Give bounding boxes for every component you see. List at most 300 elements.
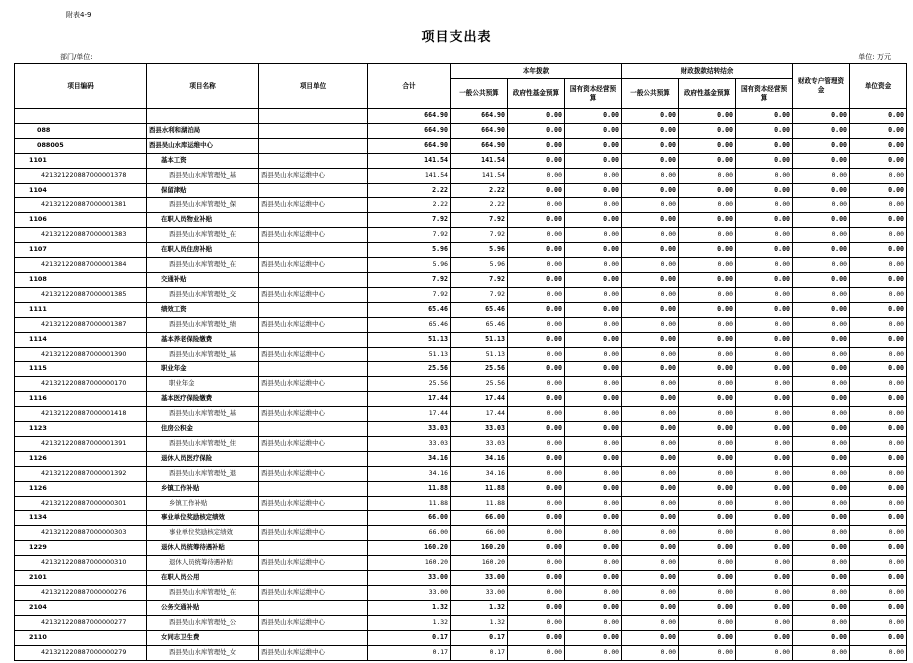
amount-cell: 33.00 <box>368 571 451 586</box>
amount-cell: 0.00 <box>736 630 793 645</box>
amount-cell: 0.00 <box>565 436 622 451</box>
project-name-cell: 女同志卫生费 <box>147 630 259 645</box>
header-carry-gov-fund: 政府性基金预算 <box>679 79 736 109</box>
project-code-cell: 088005 <box>15 138 147 153</box>
amount-cell: 0.00 <box>679 377 736 392</box>
amount-cell: 0.00 <box>679 571 736 586</box>
amount-cell: 0.00 <box>736 302 793 317</box>
amount-cell: 25.56 <box>451 377 508 392</box>
header-total: 合计 <box>368 64 451 109</box>
amount-cell: 0.00 <box>793 123 850 138</box>
amount-cell: 0.00 <box>508 377 565 392</box>
amount-cell: 0.00 <box>850 347 907 362</box>
amount-cell: 0.00 <box>793 645 850 660</box>
amount-cell: 0.00 <box>508 615 565 630</box>
amount-cell: 0.00 <box>508 287 565 302</box>
amount-cell: 0.00 <box>508 168 565 183</box>
amount-cell: 0.00 <box>508 317 565 332</box>
project-name-cell: 基本养老保险缴费 <box>147 332 259 347</box>
amount-cell: 0.00 <box>679 198 736 213</box>
amount-cell: 0.00 <box>508 481 565 496</box>
project-name-cell: 事业单位奖励核定绩效 <box>147 511 259 526</box>
amount-cell: 0.00 <box>793 630 850 645</box>
amount-cell: 0.00 <box>679 347 736 362</box>
amount-cell: 0.00 <box>622 213 679 228</box>
amount-cell: 0.17 <box>451 630 508 645</box>
amount-cell: 0.00 <box>850 571 907 586</box>
amount-cell: 0.00 <box>679 615 736 630</box>
amount-cell: 0.00 <box>679 213 736 228</box>
amount-cell: 0.00 <box>850 228 907 243</box>
project-code-cell: 421321220887000001383 <box>15 228 147 243</box>
amount-cell: 0.00 <box>850 138 907 153</box>
table-row <box>15 332 907 347</box>
table-row <box>15 377 907 392</box>
amount-cell: 0.00 <box>565 586 622 601</box>
amount-cell: 0.00 <box>679 645 736 660</box>
amount-cell: 141.54 <box>368 168 451 183</box>
amount-cell: 0.00 <box>622 436 679 451</box>
amount-cell: 0.00 <box>622 466 679 481</box>
project-unit-cell <box>259 243 368 258</box>
project-name-cell: 乡镇工作补贴 <box>147 481 259 496</box>
amount-cell: 0.00 <box>793 436 850 451</box>
amount-cell: 0.00 <box>622 377 679 392</box>
amount-cell: 25.56 <box>368 362 451 377</box>
amount-cell: 0.00 <box>565 287 622 302</box>
amount-cell: 0.00 <box>508 511 565 526</box>
amount-cell: 0.00 <box>736 526 793 541</box>
project-name-cell: 在职人员公用 <box>147 571 259 586</box>
project-code-cell: 421321220887000001391 <box>15 436 147 451</box>
project-unit-cell: 酉县吴山水库运维中心 <box>259 496 368 511</box>
table-row <box>15 213 907 228</box>
amount-cell: 0.00 <box>565 511 622 526</box>
amount-cell: 0.00 <box>622 615 679 630</box>
amount-cell: 0.00 <box>565 541 622 556</box>
amount-cell: 7.92 <box>451 272 508 287</box>
amount-cell: 51.13 <box>368 347 451 362</box>
project-name-cell: 绩效工资 <box>147 302 259 317</box>
project-name-cell: 交通补贴 <box>147 272 259 287</box>
amount-cell: 0.00 <box>736 213 793 228</box>
amount-cell: 160.20 <box>451 556 508 571</box>
project-code-cell: 421321220887000001390 <box>15 347 147 362</box>
amount-cell: 0.00 <box>622 422 679 437</box>
header-general-public: 一般公共预算 <box>451 79 508 109</box>
amount-cell: 33.00 <box>451 571 508 586</box>
project-code-cell: 421321220887000000301 <box>15 496 147 511</box>
amount-cell: 0.00 <box>622 407 679 422</box>
table-row <box>15 109 907 124</box>
amount-cell: 0.00 <box>793 571 850 586</box>
project-unit-cell: 酉县吴山水库运维中心 <box>259 317 368 332</box>
amount-cell: 0.00 <box>736 109 793 124</box>
amount-cell: 0.00 <box>679 586 736 601</box>
amount-cell: 0.00 <box>679 436 736 451</box>
amount-cell: 664.90 <box>451 138 508 153</box>
amount-cell: 33.00 <box>368 586 451 601</box>
amount-cell: 0.00 <box>850 198 907 213</box>
amount-cell: 0.00 <box>622 317 679 332</box>
table-row <box>15 451 907 466</box>
amount-cell: 1.32 <box>368 600 451 615</box>
amount-cell: 160.20 <box>451 541 508 556</box>
amount-cell: 0.00 <box>736 407 793 422</box>
amount-cell: 0.00 <box>736 496 793 511</box>
amount-cell: 0.00 <box>850 272 907 287</box>
project-unit-cell: 酉县吴山水库运维中心 <box>259 347 368 362</box>
amount-cell: 0.00 <box>622 541 679 556</box>
amount-cell: 0.00 <box>736 377 793 392</box>
project-name-cell: 酉县吴山水库管理处_在 <box>147 258 259 273</box>
amount-cell: 0.00 <box>565 243 622 258</box>
amount-cell: 0.00 <box>679 481 736 496</box>
amount-cell: 0.00 <box>622 272 679 287</box>
amount-cell: 0.00 <box>679 541 736 556</box>
amount-cell: 7.92 <box>368 213 451 228</box>
amount-cell: 0.00 <box>565 272 622 287</box>
project-name-cell: 酉县水利和湖泊局 <box>147 123 259 138</box>
amount-cell: 664.90 <box>368 123 451 138</box>
project-name-cell: 住房公积金 <box>147 422 259 437</box>
amount-cell: 0.00 <box>508 183 565 198</box>
amount-cell: 7.92 <box>368 272 451 287</box>
table-row <box>15 481 907 496</box>
amount-cell: 51.13 <box>451 347 508 362</box>
amount-cell: 0.00 <box>736 436 793 451</box>
amount-cell: 25.56 <box>368 377 451 392</box>
project-name-cell: 在职人员物业补贴 <box>147 213 259 228</box>
project-name-cell: 酉县吴山水库管理处_基 <box>147 347 259 362</box>
header-carryover: 财政拨款结转结余 <box>622 64 793 79</box>
amount-cell: 0.00 <box>508 213 565 228</box>
amount-cell: 0.00 <box>508 347 565 362</box>
amount-cell: 2.22 <box>368 198 451 213</box>
amount-cell: 0.00 <box>508 302 565 317</box>
project-unit-cell <box>259 630 368 645</box>
amount-cell: 0.00 <box>736 272 793 287</box>
amount-cell: 0.00 <box>793 228 850 243</box>
amount-cell: 0.00 <box>679 496 736 511</box>
amount-cell: 0.00 <box>622 645 679 660</box>
amount-cell: 0.00 <box>679 466 736 481</box>
project-unit-cell <box>259 511 368 526</box>
amount-cell: 34.16 <box>451 451 508 466</box>
header-unit-fund: 单位资金 <box>850 64 907 109</box>
table-row <box>15 287 907 302</box>
amount-cell: 0.00 <box>622 600 679 615</box>
project-code-cell: 421321220887000000279 <box>15 645 147 660</box>
amount-cell: 7.92 <box>451 287 508 302</box>
table-row <box>15 496 907 511</box>
amount-cell: 0.00 <box>508 258 565 273</box>
amount-cell: 0.00 <box>736 258 793 273</box>
amount-cell: 0.00 <box>850 392 907 407</box>
amount-cell: 5.96 <box>368 243 451 258</box>
amount-cell: 0.00 <box>679 302 736 317</box>
attachment-tag: 附表4-9 <box>66 11 92 19</box>
amount-cell: 0.00 <box>565 138 622 153</box>
amount-cell: 0.00 <box>736 168 793 183</box>
amount-cell: 0.00 <box>508 645 565 660</box>
amount-cell: 11.88 <box>451 496 508 511</box>
amount-cell: 0.00 <box>679 168 736 183</box>
amount-cell: 0.00 <box>565 183 622 198</box>
amount-cell: 0.00 <box>565 228 622 243</box>
project-code-cell: 421321220887000001392 <box>15 466 147 481</box>
amount-cell: 0.00 <box>565 422 622 437</box>
amount-cell: 0.00 <box>565 496 622 511</box>
project-code-cell: 1111 <box>15 302 147 317</box>
table-row <box>15 556 907 571</box>
amount-cell: 0.00 <box>622 571 679 586</box>
amount-cell: 0.00 <box>850 496 907 511</box>
table-row <box>15 422 907 437</box>
project-unit-cell <box>259 153 368 168</box>
amount-cell: 0.00 <box>565 332 622 347</box>
amount-cell: 160.20 <box>368 541 451 556</box>
amount-cell: 0.00 <box>793 556 850 571</box>
amount-cell: 0.00 <box>679 109 736 124</box>
amount-cell: 0.00 <box>679 511 736 526</box>
amount-cell: 0.00 <box>622 198 679 213</box>
header-code: 项目编码 <box>15 64 147 109</box>
amount-cell: 0.00 <box>565 362 622 377</box>
amount-cell: 0.00 <box>622 362 679 377</box>
table-row <box>15 392 907 407</box>
amount-cell: 0.00 <box>565 526 622 541</box>
table-row <box>15 466 907 481</box>
amount-cell: 0.00 <box>508 422 565 437</box>
project-unit-cell <box>259 362 368 377</box>
amount-cell: 0.00 <box>850 362 907 377</box>
amount-cell: 0.00 <box>850 302 907 317</box>
amount-cell: 0.00 <box>736 243 793 258</box>
amount-cell: 5.96 <box>451 258 508 273</box>
amount-cell: 0.00 <box>736 332 793 347</box>
amount-cell: 0.00 <box>793 526 850 541</box>
project-name-cell: 公务交通补贴 <box>147 600 259 615</box>
project-name-cell: 酉县吴山水库管理处_基 <box>147 168 259 183</box>
amount-cell: 0.00 <box>736 600 793 615</box>
amount-cell: 0.00 <box>565 571 622 586</box>
project-unit-cell <box>259 302 368 317</box>
page-title: 项目支出表 <box>421 30 492 45</box>
amount-cell: 0.00 <box>850 377 907 392</box>
amount-cell: 0.00 <box>508 571 565 586</box>
project-name-cell: 酉县吴山水库管理处_保 <box>147 198 259 213</box>
amount-cell: 0.00 <box>622 481 679 496</box>
project-code-cell: 421321220887000001418 <box>15 407 147 422</box>
header-carry-state-capital: 国有资本经营预算 <box>736 79 793 109</box>
amount-cell: 0.00 <box>850 600 907 615</box>
amount-cell: 0.00 <box>850 317 907 332</box>
amount-cell: 0.00 <box>622 168 679 183</box>
amount-cell: 0.00 <box>679 138 736 153</box>
project-code-cell: 1104 <box>15 183 147 198</box>
amount-cell: 0.00 <box>793 377 850 392</box>
header-special-fund: 财政专户管理资金 <box>793 64 850 109</box>
amount-cell: 0.00 <box>679 392 736 407</box>
amount-cell: 0.00 <box>793 168 850 183</box>
amount-cell: 7.92 <box>368 228 451 243</box>
amount-cell: 0.00 <box>565 556 622 571</box>
amount-cell: 0.00 <box>508 228 565 243</box>
amount-cell: 33.03 <box>368 422 451 437</box>
table-row <box>15 168 907 183</box>
table-row <box>15 436 907 451</box>
amount-cell: 0.00 <box>679 556 736 571</box>
expenditure-table <box>14 63 907 661</box>
amount-cell: 0.00 <box>850 168 907 183</box>
amount-cell: 0.00 <box>736 228 793 243</box>
table-row <box>15 615 907 630</box>
amount-cell: 0.00 <box>622 228 679 243</box>
amount-cell: 1.32 <box>451 600 508 615</box>
amount-cell: 0.00 <box>793 466 850 481</box>
amount-cell: 664.90 <box>451 123 508 138</box>
project-unit-cell <box>259 138 368 153</box>
amount-cell: 0.00 <box>850 422 907 437</box>
amount-cell: 1.32 <box>451 615 508 630</box>
header-gov-fund: 政府性基金预算 <box>508 79 565 109</box>
amount-cell: 0.00 <box>850 183 907 198</box>
amount-cell: 0.00 <box>736 571 793 586</box>
header-name: 项目名称 <box>147 64 259 109</box>
amount-cell: 0.00 <box>679 451 736 466</box>
amount-cell: 0.00 <box>679 243 736 258</box>
table-row <box>15 272 907 287</box>
amount-cell: 0.00 <box>622 138 679 153</box>
amount-cell: 0.00 <box>565 258 622 273</box>
table-row <box>15 183 907 198</box>
table-row <box>15 586 907 601</box>
project-unit-cell <box>259 541 368 556</box>
project-unit-cell <box>259 109 368 124</box>
project-unit-cell: 酉县吴山水库运维中心 <box>259 258 368 273</box>
amount-cell: 0.00 <box>508 541 565 556</box>
amount-cell: 0.00 <box>565 153 622 168</box>
table-row <box>15 541 907 556</box>
amount-cell: 0.00 <box>793 258 850 273</box>
amount-cell: 0.00 <box>565 302 622 317</box>
amount-cell: 0.00 <box>736 422 793 437</box>
amount-cell: 0.00 <box>850 258 907 273</box>
project-code-cell: 421321220887000000170 <box>15 377 147 392</box>
project-unit-cell <box>259 600 368 615</box>
amount-cell: 0.00 <box>679 526 736 541</box>
amount-cell: 0.00 <box>679 422 736 437</box>
amount-cell: 0.00 <box>622 586 679 601</box>
amount-cell: 2.22 <box>368 183 451 198</box>
table-row <box>15 407 907 422</box>
project-name-cell: 基本医疗保险缴费 <box>147 392 259 407</box>
amount-cell: 0.00 <box>793 317 850 332</box>
table-row <box>15 347 907 362</box>
amount-cell: 0.17 <box>368 630 451 645</box>
table-row <box>15 302 907 317</box>
amount-cell: 0.00 <box>850 332 907 347</box>
table-row <box>15 600 907 615</box>
amount-cell: 0.00 <box>850 541 907 556</box>
project-code-cell: 1114 <box>15 332 147 347</box>
project-name-cell: 职业年金 <box>147 362 259 377</box>
table-row <box>15 123 907 138</box>
amount-cell: 0.00 <box>679 630 736 645</box>
project-name-cell: 酉县吴山水库管理处_退 <box>147 466 259 481</box>
amount-cell: 0.00 <box>508 436 565 451</box>
amount-cell: 17.44 <box>368 407 451 422</box>
amount-cell: 0.00 <box>850 556 907 571</box>
project-name-cell: 在职人员住房补贴 <box>147 243 259 258</box>
amount-cell: 0.00 <box>736 198 793 213</box>
amount-cell: 0.00 <box>736 556 793 571</box>
project-unit-cell: 酉县吴山水库运维中心 <box>259 556 368 571</box>
amount-cell: 0.00 <box>793 496 850 511</box>
amount-cell: 0.00 <box>679 317 736 332</box>
amount-cell: 0.00 <box>793 451 850 466</box>
amount-cell: 7.92 <box>368 287 451 302</box>
amount-cell: 141.54 <box>368 153 451 168</box>
project-code-cell: 1107 <box>15 243 147 258</box>
project-unit-cell <box>259 481 368 496</box>
amount-cell: 0.00 <box>793 302 850 317</box>
amount-cell: 0.00 <box>736 362 793 377</box>
amount-cell: 0.00 <box>622 451 679 466</box>
project-name-cell: 酉县吴山水库管理处_住 <box>147 436 259 451</box>
amount-cell: 0.00 <box>793 481 850 496</box>
amount-cell: 0.00 <box>793 615 850 630</box>
project-code-cell: 1229 <box>15 541 147 556</box>
amount-cell: 0.00 <box>679 258 736 273</box>
amount-cell: 0.00 <box>508 109 565 124</box>
amount-cell: 0.00 <box>793 138 850 153</box>
project-code-cell: 1116 <box>15 392 147 407</box>
amount-cell: 0.00 <box>622 183 679 198</box>
project-code-cell: 421321220887000001381 <box>15 198 147 213</box>
amount-cell: 0.00 <box>736 615 793 630</box>
amount-cell: 1.32 <box>368 615 451 630</box>
project-name-cell: 酉县吴山水库管理处_交 <box>147 287 259 302</box>
amount-cell: 0.00 <box>508 392 565 407</box>
project-code-cell: 1106 <box>15 213 147 228</box>
amount-cell: 65.46 <box>451 302 508 317</box>
amount-cell: 0.00 <box>793 198 850 213</box>
amount-cell: 0.00 <box>508 407 565 422</box>
amount-cell: 664.90 <box>368 138 451 153</box>
amount-cell: 0.00 <box>793 541 850 556</box>
amount-cell: 0.00 <box>622 109 679 124</box>
amount-cell: 0.00 <box>508 123 565 138</box>
amount-cell: 0.00 <box>793 600 850 615</box>
project-code-cell: 1108 <box>15 272 147 287</box>
amount-cell: 0.00 <box>622 302 679 317</box>
amount-cell: 0.00 <box>565 481 622 496</box>
amount-cell: 34.16 <box>368 466 451 481</box>
project-code-cell: 1126 <box>15 451 147 466</box>
table-row <box>15 153 907 168</box>
amount-cell: 0.00 <box>850 630 907 645</box>
amount-cell: 0.17 <box>368 645 451 660</box>
amount-cell: 66.00 <box>368 511 451 526</box>
project-unit-cell <box>259 332 368 347</box>
amount-cell: 0.00 <box>622 630 679 645</box>
amount-cell: 0.00 <box>508 630 565 645</box>
amount-cell: 11.88 <box>451 481 508 496</box>
project-unit-cell: 酉县吴山水库运维中心 <box>259 407 368 422</box>
project-code-cell: 1126 <box>15 481 147 496</box>
